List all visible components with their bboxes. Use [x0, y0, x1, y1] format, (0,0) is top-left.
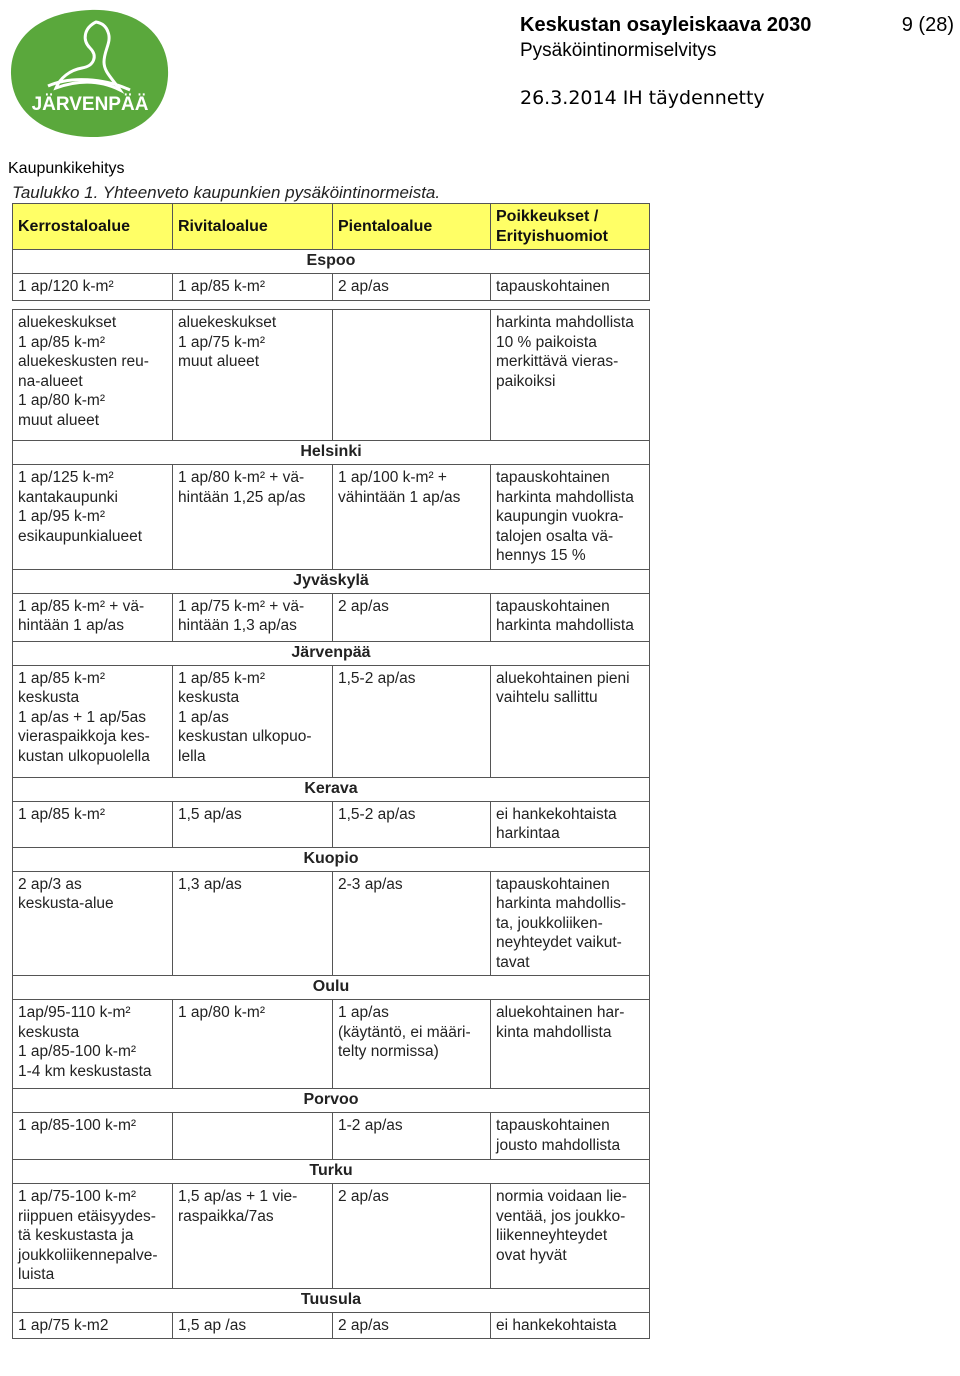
- cell-text: 1 ap/85 k-m²: [178, 669, 266, 687]
- cell-text: 1 ap/85 k-m²: [18, 805, 106, 823]
- cell-text: 1 ap/75 k-m2: [18, 1316, 109, 1334]
- table-cell: [333, 1113, 491, 1160]
- table-row: [13, 801, 650, 847]
- cell-text: hintään 1,3 ap/as: [178, 617, 297, 634]
- cell-text: aluekeskukset: [178, 314, 277, 331]
- cell-text: harkintaa: [496, 825, 560, 842]
- city-row: [13, 1288, 650, 1312]
- cell-text: 2 ap/as: [338, 278, 389, 295]
- cell-text: aluekohtainen pieni: [496, 669, 630, 687]
- cell-text: 1 ap/as: [178, 708, 229, 726]
- cell-text: merkittävä vieras-: [496, 353, 619, 370]
- cell-text: liikenneyhteydet: [496, 1227, 608, 1244]
- cell-text: 1 ap/75 k-m²: [178, 333, 266, 351]
- city-name: Järvenpää: [13, 641, 650, 665]
- cell-text: muut alueet: [178, 353, 259, 370]
- cell-text: 1,5-2 ap/as: [338, 669, 416, 687]
- cell-text: aluekeskusten reu-: [18, 353, 149, 370]
- table-caption: Taulukko 1. Yhteenveto kaupunkien pysäköintinormeista.: [12, 183, 441, 202]
- cell-text: keskusta-alue: [18, 895, 114, 912]
- cell-text: tapauskohtainen: [496, 1117, 610, 1134]
- cell-text: tavat: [496, 953, 530, 971]
- table-cell: [333, 1184, 491, 1289]
- table-cell: [173, 310, 333, 441]
- cell-text: 1 ap/75-100 k-m²: [18, 1188, 137, 1205]
- cell-text: lella: [178, 747, 206, 765]
- table-row: [13, 1000, 650, 1089]
- cell-text: 1 ap/80 k-m²: [18, 392, 106, 409]
- table-cell: [491, 871, 650, 976]
- cell-text: 2-3 ap/as: [338, 875, 403, 893]
- cell-text: 1 ap/75 k-m² + vä-: [178, 597, 305, 615]
- column-header: Pientaloalue: [333, 204, 491, 250]
- city-row: [13, 641, 650, 665]
- cell-text: 1 ap/80 k-m² + vä-: [178, 469, 305, 486]
- cell-text: harkinta mahdollista: [496, 314, 634, 331]
- table-cell: [333, 801, 491, 847]
- table-cell: [13, 1000, 173, 1089]
- table-row: [13, 665, 650, 777]
- cell-text: hintään 1,25 ap/as: [178, 488, 306, 506]
- table-cell: [333, 665, 491, 777]
- cell-text: keskustan ulkopuo-: [178, 728, 312, 745]
- cell-text: tapauskohtainen: [496, 875, 610, 893]
- table-cell: [13, 1312, 173, 1339]
- cell-text: keskusta: [178, 689, 240, 706]
- column-header: Kerrostaloalue: [13, 204, 173, 250]
- cell-text: ei hankekohtaista: [496, 805, 617, 823]
- table-cell: [13, 801, 173, 847]
- table-cell: [13, 310, 173, 441]
- table-cell: [333, 1000, 491, 1089]
- cell-text: ovat hyvät: [496, 1246, 567, 1264]
- city-row: [13, 569, 650, 593]
- cell-text: ta, joukkoliiken-: [496, 914, 603, 932]
- cell-text: muut alueet: [18, 411, 99, 429]
- cell-text: 1ap/95-110 k-m²: [18, 1004, 131, 1021]
- cell-text: 1 ap/95 k-m²: [18, 508, 106, 525]
- city-row: [13, 441, 650, 465]
- city-name: Tuusula: [13, 1288, 650, 1312]
- logo-wordmark: JÄRVENPÄÄ: [31, 94, 149, 115]
- table-cell: [333, 274, 491, 301]
- cell-text: 10 % paikoista: [496, 333, 597, 351]
- city-name: Kuopio: [13, 847, 650, 871]
- cell-text: ventää, jos joukko-: [496, 1207, 626, 1225]
- cell-text: 1 ap/85 k-m²: [18, 333, 106, 351]
- table-cell: [13, 465, 173, 570]
- cell-text: harkinta mahdollista: [496, 488, 634, 506]
- cell-text: 1 ap/85 k-m²: [178, 278, 266, 295]
- table-cell: [333, 593, 491, 641]
- cell-text: 1,5 ap/as: [178, 805, 242, 823]
- city-name: Helsinki: [13, 441, 650, 465]
- city-name: Espoo: [13, 250, 650, 274]
- table-cell: [13, 593, 173, 641]
- table-cell: [333, 310, 491, 441]
- city-name: Porvoo: [13, 1089, 650, 1113]
- city-row: [13, 1160, 650, 1184]
- city-row: [13, 976, 650, 1000]
- city-row: [13, 777, 650, 801]
- document-title: Keskustan osayleiskaava 2030: [520, 14, 812, 36]
- table-cell: [173, 593, 333, 641]
- table-cell: [491, 665, 650, 777]
- cell-text: 1-4 km keskustasta: [18, 1062, 152, 1080]
- cell-text: na-alueet: [18, 372, 83, 390]
- gap-cell: [13, 301, 650, 310]
- city-name: Jyväskylä: [13, 569, 650, 593]
- cell-text: 1 ap/80 k-m²: [178, 1004, 266, 1021]
- table-row: [13, 274, 650, 301]
- cell-text: 1 ap/85 k-m² + vä-: [18, 597, 145, 615]
- city-name: Kerava: [13, 777, 650, 801]
- table-cell: [173, 1184, 333, 1289]
- table-row: [13, 871, 650, 976]
- cell-text: aluekohtainen har-: [496, 1004, 625, 1021]
- jarvenpaa-logo: [8, 6, 172, 140]
- table-cell: [173, 871, 333, 976]
- table-cell: [491, 593, 650, 641]
- table-row: [13, 1113, 650, 1160]
- row-gap: [13, 301, 650, 310]
- table-cell: [333, 465, 491, 570]
- cell-text: hintään 1 ap/as: [18, 617, 125, 634]
- cell-text: paikoiksi: [496, 372, 556, 390]
- parking-norms-table: [12, 203, 649, 1339]
- city-row: [13, 250, 650, 274]
- cell-text: tapauskohtainen: [496, 278, 610, 295]
- city-row: [13, 847, 650, 871]
- table-row: [13, 593, 650, 641]
- cell-text: vähintään 1 ap/as: [338, 488, 461, 506]
- cell-text: 1 ap/125 k-m²: [18, 469, 114, 486]
- table-cell: [491, 801, 650, 847]
- table-cell: [491, 465, 650, 570]
- cell-text: esikaupunkialueet: [18, 527, 143, 545]
- cell-text: kinta mahdollista: [496, 1023, 612, 1041]
- cell-text: jousto mahdollista: [496, 1136, 621, 1154]
- cell-text: keskusta: [18, 1023, 80, 1041]
- table-cell: [333, 871, 491, 976]
- table-cell: [13, 665, 173, 777]
- table-cell: [491, 310, 650, 441]
- table-cell: [173, 1000, 333, 1089]
- table-cell: [491, 1184, 650, 1289]
- table-cell: [491, 1113, 650, 1160]
- cell-text: 1 ap/as + 1 ap/5as: [18, 708, 146, 726]
- document-subtitle: Pysäköintinormiselvitys: [520, 40, 717, 61]
- table-cell: [13, 1113, 173, 1160]
- table-cell: [173, 274, 333, 301]
- cell-text: neyhteydet vaikut-: [496, 934, 622, 951]
- cell-text: kustan ulkopuolella: [18, 747, 150, 765]
- cell-text: (käytäntö, ei määri-: [338, 1023, 471, 1041]
- cell-text: riippuen etäisyydes-: [18, 1207, 156, 1225]
- cell-text: aluekeskukset: [18, 314, 117, 331]
- cell-text: telty normissa): [338, 1043, 439, 1060]
- cell-text: keskusta: [18, 689, 80, 706]
- cell-text: 2 ap/as: [338, 1188, 389, 1205]
- cell-text: harkinta mahdollista: [496, 617, 634, 634]
- cell-text: luista: [18, 1266, 55, 1283]
- cell-text: 1 ap/100 k-m² +: [338, 469, 447, 486]
- cell-text: 1-2 ap/as: [338, 1117, 403, 1134]
- cell-text: harkinta mahdollis-: [496, 895, 627, 912]
- section-label: Kaupunkikehitys: [8, 160, 125, 177]
- table-cell: [13, 274, 173, 301]
- column-header: Rivitaloalue: [173, 204, 333, 250]
- table-header-row: [13, 204, 650, 250]
- table-row: [13, 1184, 650, 1289]
- cell-text: tapauskohtainen: [496, 597, 610, 615]
- cell-text: 2 ap/as: [338, 1316, 389, 1334]
- table-cell: [173, 665, 333, 777]
- cell-text: 1 ap/85-100 k-m²: [18, 1043, 137, 1060]
- cell-text: 1,5-2 ap/as: [338, 805, 416, 823]
- table-row: [13, 465, 650, 570]
- cell-text: 1 ap/as: [338, 1004, 389, 1021]
- cell-text: vaihtelu sallittu: [496, 689, 598, 706]
- table-cell: [13, 871, 173, 976]
- table-cell: [173, 1113, 333, 1160]
- cell-text: 1 ap/85-100 k-m²: [18, 1117, 137, 1134]
- table-cell: [333, 1312, 491, 1339]
- cell-text: 2 ap/as: [338, 597, 389, 615]
- table-cell: [491, 1000, 650, 1089]
- page-number: 9 (28): [901, 14, 954, 36]
- table-cell: [173, 465, 333, 570]
- cell-text: 1 ap/120 k-m²: [18, 278, 114, 295]
- table-cell: [173, 801, 333, 847]
- cell-text: 2 ap/3 as: [18, 875, 82, 893]
- table-row: [13, 1312, 650, 1339]
- city-name: Oulu: [13, 976, 650, 1000]
- cell-text: normia voidaan lie-: [496, 1188, 627, 1205]
- document-date: 26.3.2014 IH täydennetty: [520, 87, 765, 109]
- cell-text: vieraspaikkoja kes-: [18, 728, 150, 745]
- column-header: Poikkeukset / Erityishuomiot: [491, 204, 650, 250]
- cell-text: talojen osalta vä-: [496, 527, 614, 545]
- cell-text: tapauskohtainen: [496, 469, 610, 486]
- cell-text: ei hankekohtaista: [496, 1316, 617, 1334]
- cell-text: joukkoliikennepalve-: [18, 1246, 158, 1264]
- cell-text: kantakaupunki: [18, 488, 118, 506]
- table-cell: [491, 274, 650, 301]
- table-cell: [13, 1184, 173, 1289]
- city-row: [13, 1089, 650, 1113]
- table-cell: [173, 1312, 333, 1339]
- cell-text: 1,5 ap/as + 1 vie-: [178, 1188, 298, 1205]
- cell-text: 1 ap/85 k-m²: [18, 669, 106, 687]
- table-cell: [491, 1312, 650, 1339]
- city-name: Turku: [13, 1160, 650, 1184]
- cell-text: hennys 15 %: [496, 547, 586, 564]
- cell-text: 1,5 ap /as: [178, 1316, 247, 1334]
- cell-text: kaupungin vuokra-: [496, 508, 624, 525]
- cell-text: tä keskustasta ja: [18, 1227, 134, 1244]
- cell-text: 1,3 ap/as: [178, 875, 242, 893]
- cell-text: raspaikka/7as: [178, 1207, 274, 1225]
- table-row: [13, 310, 650, 441]
